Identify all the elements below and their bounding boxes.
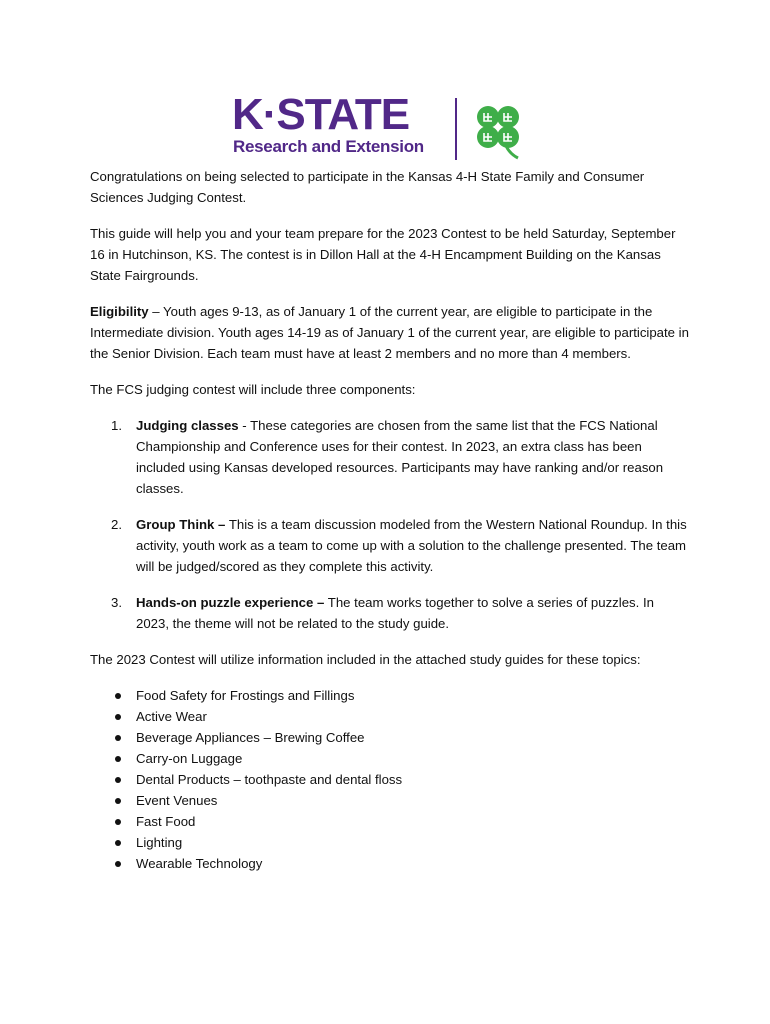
kstate-logo <box>232 90 532 162</box>
bullet-icon <box>115 756 121 762</box>
4-h-clover-icon <box>466 96 530 160</box>
component-item <box>90 592 690 634</box>
component-text: The team works together to solve a series of puzzles. In 2023, the theme will not be related to the study guide. <box>136 595 654 631</box>
topic-label: Carry-on Luggage <box>136 751 243 766</box>
component-text: This is a team discussion modeled from the Western National Roundup. In this activity, youth work as a team to come up with a solution to the challenge presented. The team will be judged/scored as they complete this activity. <box>136 517 687 574</box>
topic-label: Active Wear <box>136 709 207 724</box>
bullet-icon <box>115 861 121 867</box>
topic-label: Wearable Technology <box>136 856 263 871</box>
bullet-icon <box>115 693 121 699</box>
bullet-icon <box>115 840 121 846</box>
topic-item <box>90 685 690 706</box>
guide-paragraph: This guide will help you and your team prepare for the 2023 Contest to be held Saturday, September 16 in Hutchinson, KS. The contest is in Dillon Hall at the 4-H Encampment Building on the Kansas State Fairgrounds. <box>90 226 676 283</box>
topic-item <box>90 853 690 874</box>
topic-item <box>90 706 690 727</box>
bullet-icon <box>115 735 121 741</box>
topic-item <box>90 790 690 811</box>
topic-label: Lighting <box>136 835 183 850</box>
congrats-paragraph: Congratulations on being selected to participate in the Kansas 4-H State Family and Consumer Sciences Judging Contest. <box>90 169 645 205</box>
topic-label: Event Venues <box>136 793 218 808</box>
logo-brand: K·STATE <box>232 90 410 139</box>
topic-label: Dental Products – toothpaste and dental floss <box>136 772 403 787</box>
topic-label: Beverage Appliances – Brewing Coffee <box>136 730 365 745</box>
logo-divider <box>455 98 457 160</box>
topic-item <box>90 748 690 769</box>
topic-item <box>90 727 690 748</box>
bullet-icon <box>115 798 121 804</box>
component-title: Judging classes <box>136 418 239 433</box>
component-number: 1. <box>111 418 122 433</box>
components-intro: The FCS judging contest will include three components: <box>90 382 416 397</box>
topic-label: Fast Food <box>136 814 196 829</box>
components-list <box>90 415 690 634</box>
topic-item <box>90 769 690 790</box>
component-item <box>90 514 690 577</box>
bullet-icon <box>115 777 121 783</box>
document-body <box>90 166 690 874</box>
bullet-icon <box>115 819 121 825</box>
bullet-icon <box>115 714 121 720</box>
topics-list <box>90 685 690 874</box>
eligibility-paragraph <box>90 301 690 364</box>
component-item <box>90 415 690 499</box>
eligibility-label: Eligibility <box>90 304 149 319</box>
component-number: 2. <box>111 517 122 532</box>
topics-intro: The 2023 Contest will utilize information included in the attached study guides for these topics: <box>90 652 641 667</box>
component-number: 3. <box>111 595 122 610</box>
topic-label: Food Safety for Frostings and Fillings <box>136 688 355 703</box>
topic-item <box>90 832 690 853</box>
component-title: Hands-on puzzle experience – <box>136 595 325 610</box>
component-title: Group Think – <box>136 517 226 532</box>
eligibility-text: – Youth ages 9-13, as of January 1 of the current year, are eligible to participate in the Intermediate division. Youth ages 14-19 as of January 1 of the current year, are eligible to participate in the Senior Division. Each team must have at least 2 members and no more than 4 members. <box>90 304 689 361</box>
topic-item <box>90 811 690 832</box>
component-text: - These categories are chosen from the same list that the FCS National Championship and Conference uses for their contest. In 2023, an extra class has been included using Kansas developed resources. Participants may have ranking and/or reason classes. <box>136 418 664 496</box>
logo-subtitle: Research and Extension <box>233 137 424 156</box>
